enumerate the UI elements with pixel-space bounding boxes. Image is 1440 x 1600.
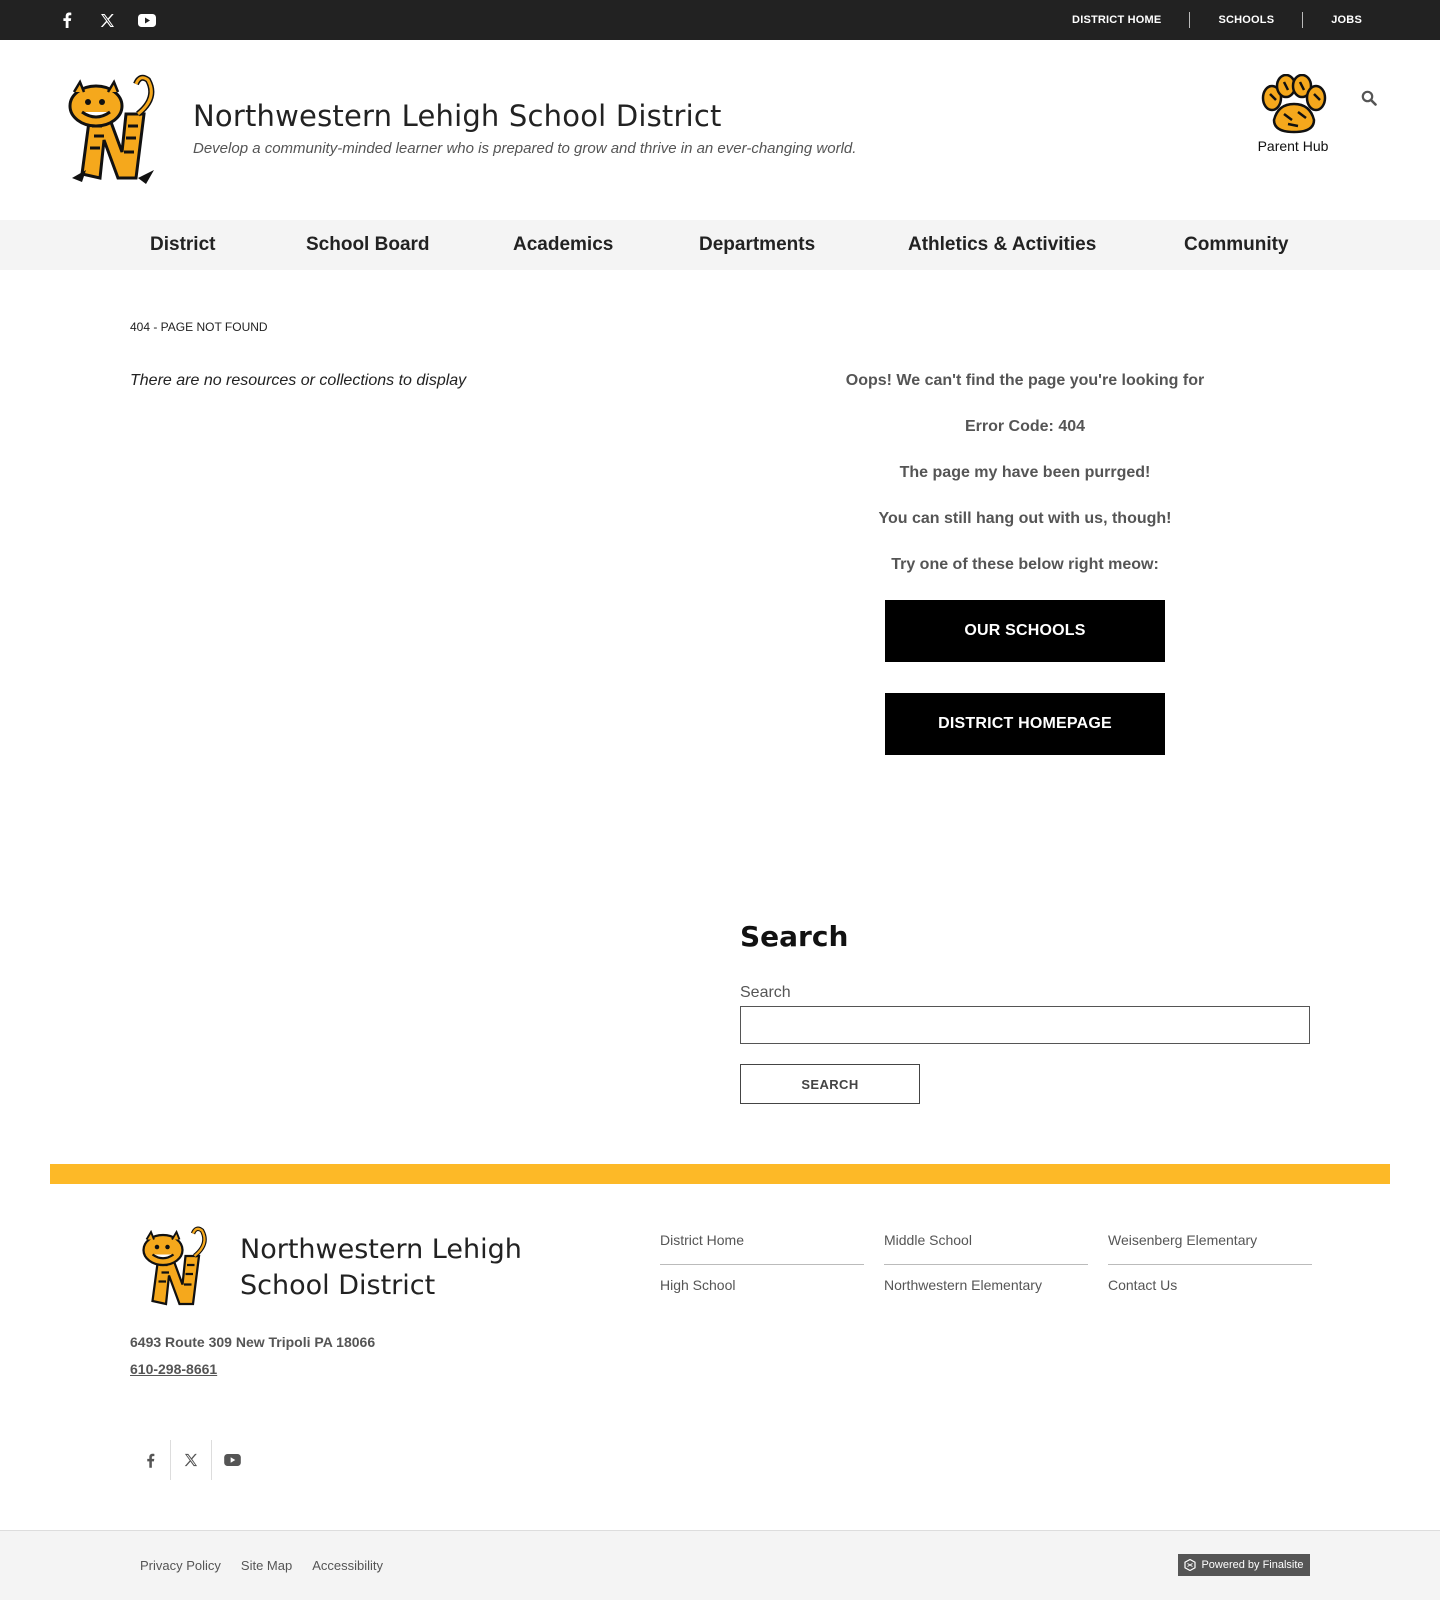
jobs-link[interactable]: JOBS — [1331, 14, 1362, 26]
x-twitter-icon[interactable] — [98, 11, 116, 29]
facebook-icon[interactable] — [130, 1440, 170, 1480]
our-schools-button[interactable]: OUR SCHOOLS — [885, 600, 1165, 662]
error-headline: Oops! We can't find the page you're looking for — [845, 372, 1205, 389]
search-button[interactable]: SEARCH — [740, 1064, 920, 1104]
parent-hub-label: Parent Hub — [1257, 138, 1329, 154]
footer-title: Northwestern Lehigh School District — [240, 1234, 522, 1301]
paw-icon — [1258, 74, 1328, 136]
footer-link-northwestern-elementary[interactable]: Northwestern Elementary — [884, 1277, 1042, 1293]
x-twitter-icon[interactable] — [171, 1440, 211, 1480]
footer-social-links — [130, 1440, 252, 1480]
powered-by-finalsite-badge[interactable] — [1178, 1554, 1310, 1576]
nav-item-district[interactable]: District — [150, 234, 216, 255]
schools-dropdown[interactable] — [1190, 14, 1302, 26]
footer-address: 6493 Route 309 New Tripoli PA 18066 — [130, 1334, 376, 1350]
search-icon[interactable] — [1361, 90, 1379, 108]
search-heading: Search — [740, 920, 849, 953]
utility-bar — [0, 0, 1440, 40]
search-input[interactable] — [740, 1006, 1310, 1044]
district-logo[interactable] — [52, 74, 164, 186]
site-title[interactable]: Northwestern Lehigh School District — [193, 99, 722, 133]
youtube-icon[interactable] — [212, 1440, 252, 1480]
error-message-block — [785, 372, 1265, 602]
site-map-link[interactable]: Site Map — [240, 1558, 293, 1573]
privacy-policy-link[interactable]: Privacy Policy — [140, 1558, 221, 1573]
powered-by-text: Powered by Finalsite — [1201, 1559, 1304, 1571]
header-social-links — [58, 0, 156, 40]
footer-link-district-home[interactable]: District Home — [660, 1226, 864, 1265]
district-home-link[interactable]: DISTRICT HOME — [1072, 14, 1162, 26]
search-label: Search — [740, 984, 791, 1001]
footer-link-high-school[interactable]: High School — [660, 1277, 736, 1293]
error-purrged-text: The page my have been purrged! — [899, 464, 1151, 481]
nav-item-athletics-activities[interactable]: Athletics & Activities — [908, 234, 1097, 255]
error-hang-out-text: You can still hang out with us, though! — [878, 510, 1172, 527]
accessibility-link[interactable]: Accessibility — [312, 1558, 384, 1573]
nav-item-departments[interactable]: Departments — [699, 234, 816, 255]
main-navigation — [0, 220, 1440, 270]
error-code: Error Code: 404 — [964, 418, 1086, 435]
footer-accent-bar — [50, 1164, 1390, 1184]
nav-item-academics[interactable]: Academics — [513, 234, 614, 255]
finalsite-logo-icon — [1184, 1559, 1196, 1571]
footer-link-middle-school[interactable]: Middle School — [884, 1226, 1088, 1265]
district-homepage-button[interactable]: DISTRICT HOMEPAGE — [885, 693, 1165, 755]
schools-label: SCHOOLS — [1218, 14, 1275, 26]
parent-hub-link[interactable] — [1248, 74, 1338, 154]
footer-logo[interactable] — [130, 1226, 214, 1310]
youtube-icon[interactable] — [138, 11, 156, 29]
site-tagline: Develop a community-minded learner who is prepared to grow and thrive in an ever-changing world. — [193, 140, 857, 157]
footer-links — [660, 1226, 1310, 1304]
page-title: 404 - PAGE NOT FOUND — [130, 320, 268, 334]
no-resources-message: There are no resources or collections to display — [130, 372, 467, 389]
nav-item-community[interactable]: Community — [1184, 234, 1289, 255]
error-try-text: Try one of these below right meow: — [891, 556, 1159, 573]
nav-item-school-board[interactable]: School Board — [306, 234, 430, 255]
facebook-icon[interactable] — [58, 11, 76, 29]
footer-phone-link[interactable]: 610-298-8661 — [130, 1361, 218, 1377]
legal-links — [140, 1558, 383, 1573]
footer-link-contact-us[interactable]: Contact Us — [1108, 1277, 1178, 1293]
footer-link-weisenberg-elementary[interactable]: Weisenberg Elementary — [1108, 1226, 1312, 1265]
utility-nav — [1044, 0, 1362, 40]
